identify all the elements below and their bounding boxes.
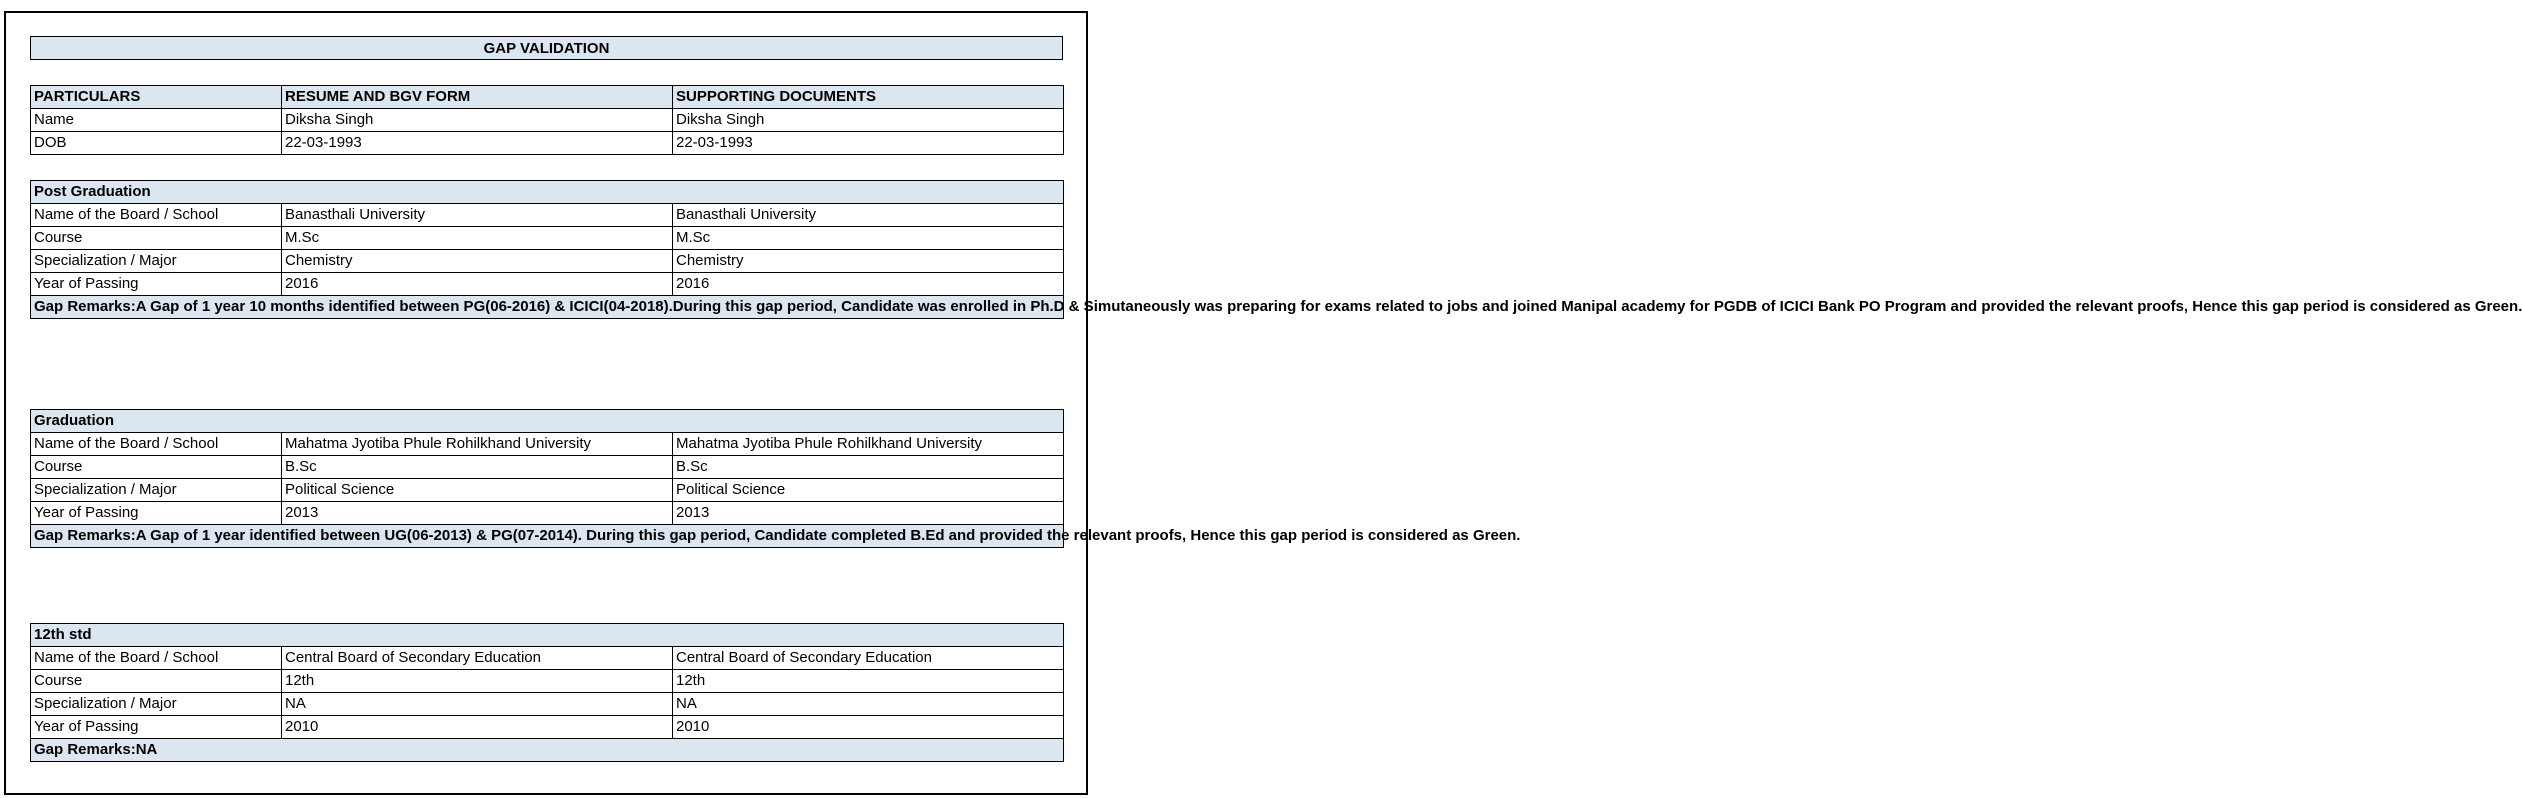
section-title: Graduation (31, 410, 1064, 433)
resume-value: M.Sc (282, 227, 673, 250)
resume-value: 2016 (282, 273, 673, 296)
post-graduation-table (30, 180, 2522, 319)
section-header-row (31, 624, 1064, 647)
table-row (31, 132, 1064, 155)
docs-value: 22-03-1993 (673, 132, 1064, 155)
graduation-table (30, 409, 1521, 548)
table-row (31, 716, 1064, 739)
table-row (31, 456, 1064, 479)
gap-remark: Gap Remarks:NA (31, 739, 1064, 762)
docs-value: Political Science (673, 479, 1064, 502)
docs-value: 2016 (673, 273, 1064, 296)
resume-value: 2013 (282, 502, 673, 525)
docs-value: 12th (673, 670, 1064, 693)
particulars-table (30, 85, 1064, 155)
row-label: Year of Passing (31, 273, 282, 296)
docs-value: M.Sc (673, 227, 1064, 250)
table-row (31, 670, 1064, 693)
docs-value: 2010 (673, 716, 1064, 739)
docs-value: Central Board of Secondary Education (673, 647, 1064, 670)
row-label: Name of the Board / School (31, 647, 282, 670)
row-label: Course (31, 227, 282, 250)
docs-value: Diksha Singh (673, 109, 1064, 132)
docs-value: Chemistry (673, 250, 1064, 273)
row-label: Specialization / Major (31, 479, 282, 502)
resume-value: Banasthali University (282, 204, 673, 227)
resume-value: Political Science (282, 479, 673, 502)
row-label: Name (31, 109, 282, 132)
table-row (31, 109, 1064, 132)
resume-value: Mahatma Jyotiba Phule Rohilkhand University (282, 433, 673, 456)
docs-value: Banasthali University (673, 204, 1064, 227)
resume-value: B.Sc (282, 456, 673, 479)
docs-value: 2013 (673, 502, 1064, 525)
header-row (31, 86, 1064, 109)
header-resume-bgv: RESUME AND BGV FORM (282, 86, 673, 109)
section-title: Post Graduation (31, 181, 1064, 204)
row-label: Specialization / Major (31, 693, 282, 716)
remark-row (31, 739, 1064, 762)
table-row (31, 227, 1064, 250)
section-title: 12th std (31, 624, 1064, 647)
page-title: GAP VALIDATION (30, 36, 1063, 60)
resume-value: 22-03-1993 (282, 132, 673, 155)
resume-value: Chemistry (282, 250, 673, 273)
row-label: Specialization / Major (31, 250, 282, 273)
docs-value: Mahatma Jyotiba Phule Rohilkhand University (673, 433, 1064, 456)
resume-value: Central Board of Secondary Education (282, 647, 673, 670)
row-label: Course (31, 670, 282, 693)
section-header-row (31, 181, 1064, 204)
gap-remark: Gap Remarks:A Gap of 1 year 10 months identified between PG(06-2016) & ICICI(04-2018).During this gap period, Candidate was enrolled in Ph.D & Simutaneously was preparing for exams related to jobs and joined Manipal academy for PGDB of ICICI Bank PO Program and provided the relevant proofs, Hence this gap period is considered as Green. (31, 296, 1064, 319)
docs-value: NA (673, 693, 1064, 716)
table-row (31, 693, 1064, 716)
section-header-row (31, 410, 1064, 433)
twelfth-std-table (30, 623, 1064, 762)
docs-value: B.Sc (673, 456, 1064, 479)
row-label: Year of Passing (31, 716, 282, 739)
resume-value: 2010 (282, 716, 673, 739)
table-row (31, 433, 1064, 456)
remark-row (31, 296, 1064, 319)
header-supporting-docs: SUPPORTING DOCUMENTS (673, 86, 1064, 109)
resume-value: 12th (282, 670, 673, 693)
row-label: Name of the Board / School (31, 433, 282, 456)
table-row (31, 647, 1064, 670)
table-row (31, 250, 1064, 273)
gap-remark: Gap Remarks:A Gap of 1 year identified between UG(06-2013) & PG(07-2014). During this gap period, Candidate completed B.Ed and provided the relevant proofs, Hence this gap period is considered as Green. (31, 525, 1064, 548)
resume-value: NA (282, 693, 673, 716)
table-row (31, 502, 1064, 525)
header-particulars: PARTICULARS (31, 86, 282, 109)
row-label: Course (31, 456, 282, 479)
resume-value: Diksha Singh (282, 109, 673, 132)
table-row (31, 479, 1064, 502)
remark-row (31, 525, 1064, 548)
table-row (31, 273, 1064, 296)
row-label: Name of the Board / School (31, 204, 282, 227)
row-label: DOB (31, 132, 282, 155)
table-row (31, 204, 1064, 227)
row-label: Year of Passing (31, 502, 282, 525)
